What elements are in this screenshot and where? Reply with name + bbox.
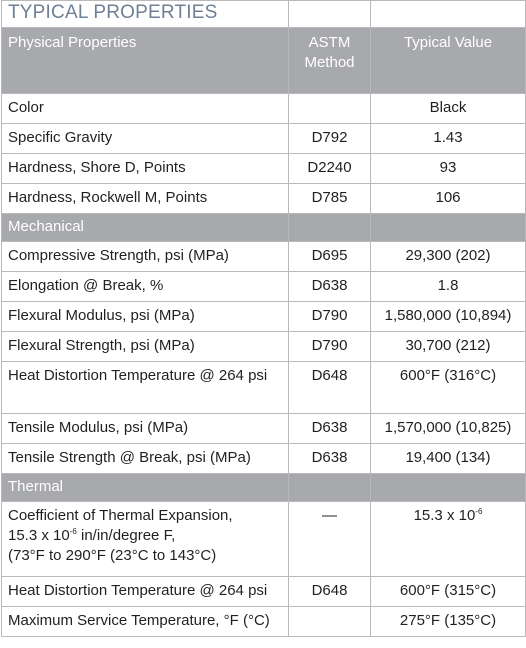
method-cell — [289, 607, 371, 637]
value-cell: 93 — [371, 154, 526, 184]
value-base: 15.3 x 10 — [413, 507, 476, 524]
property-cell: Color — [2, 94, 289, 124]
title-empty-cell — [371, 1, 526, 28]
method-cell: D790 — [289, 302, 371, 332]
property-line: 15.3 x 10 — [8, 527, 70, 544]
value-cell: 1,570,000 (10,825) — [371, 414, 526, 444]
method-cell: D792 — [289, 124, 371, 154]
property-cell: Flexural Strength, psi (MPa) — [2, 332, 289, 362]
table-row — [2, 332, 526, 362]
property-cell: Hardness, Shore D, Points — [2, 154, 289, 184]
section-label: Mechanical — [2, 214, 289, 242]
title-empty-cell — [289, 1, 371, 28]
table-row — [2, 272, 526, 302]
property-cell: Heat Distortion Temperature @ 264 psi — [2, 577, 289, 607]
property-cell: Tensile Strength @ Break, psi (MPa) — [2, 444, 289, 474]
table-title: TYPICAL PROPERTIES — [8, 2, 218, 23]
method-cell: D695 — [289, 242, 371, 272]
property-line: Coefficient of Thermal Expansion, — [8, 507, 233, 524]
header-value: Typical Value — [371, 28, 526, 94]
header-property: Physical Properties — [2, 28, 289, 94]
value-cell: 30,700 (212) — [371, 332, 526, 362]
typical-properties-table — [1, 0, 526, 637]
exponent: -6 — [475, 507, 483, 516]
property-cell: Flexural Modulus, psi (MPa) — [2, 302, 289, 332]
method-cell: D638 — [289, 444, 371, 474]
value-cell: 275°F (135°C) — [371, 607, 526, 637]
value-cell: Black — [371, 94, 526, 124]
table-row — [2, 577, 526, 607]
property-cell — [2, 502, 289, 577]
method-cell: D2240 — [289, 154, 371, 184]
value-cell — [371, 502, 526, 577]
table-row — [2, 502, 526, 577]
method-cell: D638 — [289, 272, 371, 302]
property-line: (73°F to 290°F (23°C to 143°C) — [8, 547, 217, 564]
section-label: Thermal — [2, 474, 289, 502]
section-empty-cell — [289, 474, 371, 502]
header-method: ASTM Method — [289, 28, 371, 94]
value-cell: 1.8 — [371, 272, 526, 302]
value-cell: 1,580,000 (10,894) — [371, 302, 526, 332]
property-cell: Maximum Service Temperature, °F (°C) — [2, 607, 289, 637]
method-cell: D648 — [289, 362, 371, 414]
table-row — [2, 414, 526, 444]
table-row — [2, 607, 526, 637]
table-row — [2, 94, 526, 124]
property-cell: Tensile Modulus, psi (MPa) — [2, 414, 289, 444]
table-row — [2, 154, 526, 184]
method-cell — [289, 94, 371, 124]
title-cell — [2, 1, 289, 28]
header-row — [2, 28, 526, 94]
property-cell: Specific Gravity — [2, 124, 289, 154]
table-row — [2, 184, 526, 214]
property-line: in/in/degree F, — [76, 527, 176, 544]
table-row — [2, 242, 526, 272]
value-cell: 600°F (316°C) — [371, 362, 526, 414]
section-header-mechanical — [2, 214, 526, 242]
value-cell: 106 — [371, 184, 526, 214]
property-cell: Hardness, Rockwell M, Points — [2, 184, 289, 214]
method-cell: D790 — [289, 332, 371, 362]
title-row — [2, 1, 526, 28]
section-header-thermal — [2, 474, 526, 502]
method-cell: D638 — [289, 414, 371, 444]
table-row — [2, 444, 526, 474]
section-empty-cell — [371, 214, 526, 242]
table-row — [2, 124, 526, 154]
method-cell: — — [289, 502, 371, 577]
method-cell: D785 — [289, 184, 371, 214]
table-row — [2, 362, 526, 414]
value-cell: 19,400 (134) — [371, 444, 526, 474]
property-cell: Compressive Strength, psi (MPa) — [2, 242, 289, 272]
table-row — [2, 302, 526, 332]
section-empty-cell — [371, 474, 526, 502]
value-cell: 600°F (315°C) — [371, 577, 526, 607]
property-cell: Elongation @ Break, % — [2, 272, 289, 302]
value-cell: 29,300 (202) — [371, 242, 526, 272]
property-cell: Heat Distortion Temperature @ 264 psi — [2, 362, 289, 414]
section-empty-cell — [289, 214, 371, 242]
value-cell: 1.43 — [371, 124, 526, 154]
exponent: -6 — [69, 527, 77, 536]
method-cell: D648 — [289, 577, 371, 607]
